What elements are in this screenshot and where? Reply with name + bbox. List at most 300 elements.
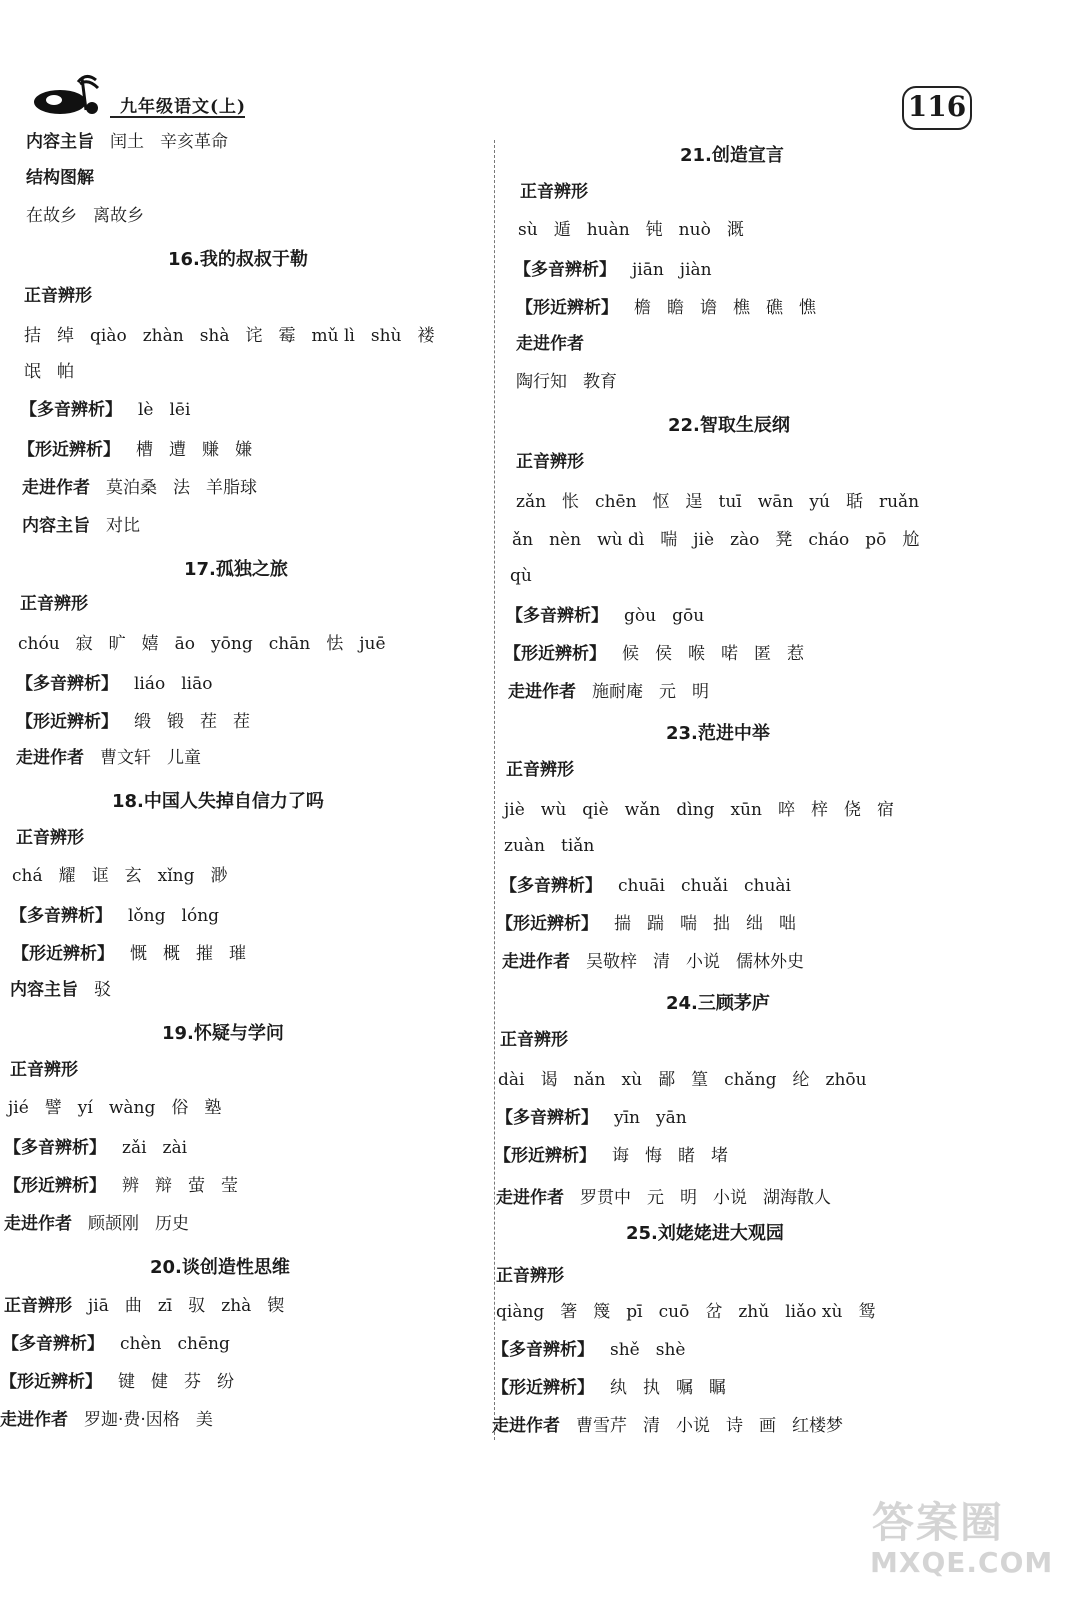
answer-item: 红楼梦 [792,1416,843,1436]
answer-item: 明 [692,682,709,702]
label-row [506,758,590,782]
section-label: 正音辨形 [16,828,84,848]
answer-item: sù [518,220,538,240]
answer-row [18,632,402,656]
answer-item: 曹文轩 [100,748,151,768]
answer-row [518,218,760,242]
answer-item: 历史 [155,1214,189,1234]
label-row [16,746,217,770]
answer-item: 莹 [221,1176,238,1196]
answer-item: zài [162,1138,188,1158]
section-label: 【 多音辨析 】 [2,1334,104,1354]
answer-item: 绰 [57,326,74,346]
answer-item: zǎi [122,1138,147,1158]
answer-item: cuō [658,1302,690,1322]
answer-item: 辩 [155,1176,172,1196]
answer-item: nèn [549,530,582,550]
answer-item: 尬 [902,530,920,550]
answer-item: 侯 [655,644,672,664]
answer-item: 闰土 [110,132,144,152]
label-row [492,1376,742,1400]
label-row [16,826,100,850]
answer-item: qiè [582,800,609,820]
book-logo-icon [30,70,110,120]
section-label: 【 形近辨析 】 [4,1176,106,1196]
answer-item: 罗迦·费·因格 [84,1410,180,1430]
answer-row [516,490,935,514]
answer-item: pī [626,1302,643,1322]
answer-item: chēn [595,492,637,512]
answer-item: 画 [759,1416,776,1436]
answer-item: 驳 [94,980,111,1000]
answer-item: 摧 [196,944,213,964]
answer-item: 宿 [876,800,894,820]
answer-item: 小说 [713,1188,747,1208]
answer-item: wān [757,492,794,512]
answer-row [510,564,548,588]
section-label: 结构图解 [26,168,94,188]
answer-item: 逞 [685,492,703,512]
answer-item: wù [540,800,567,820]
label-row [508,680,725,704]
answer-item: 喘 [680,914,697,934]
lesson-title: 23.范进中举 [666,723,770,744]
label-row [496,912,812,936]
section-label: 【 形近辨析 】 [16,712,118,732]
answer-item: 辨 [122,1176,139,1196]
answer-item: gòu [624,606,657,626]
section-label: 走进作者 [502,952,570,972]
label-row [504,642,820,666]
label-row [492,1338,701,1362]
answer-item: 箸 [560,1302,578,1322]
label-row [20,398,206,422]
answer-item: 诓 [91,866,109,886]
answer-item: 遁 [553,220,571,240]
watermark-bottom: MXQE.COM [870,1546,1054,1579]
answer-item: zhàn [142,326,184,346]
answer-item: 鄙 [658,1070,676,1090]
answer-item: shà [199,326,230,346]
section-label: 【 多音辨析 】 [514,260,616,280]
answer-row [512,528,935,552]
answer-item: 篁 [691,1070,709,1090]
answer-row [8,1096,237,1120]
answer-item: 候 [622,644,639,664]
section-label: 走进作者 [496,1188,564,1208]
answer-item: 谒 [540,1070,558,1090]
answer-item: 对比 [106,516,140,536]
answer-item: 莫泊桑 [106,478,157,498]
answer-item: zào [730,530,760,550]
label-row [26,130,244,154]
section-label: 正音辨形 [496,1266,564,1286]
answer-item: yú [809,492,830,512]
answer-item: 凳 [775,530,793,550]
lesson-title: 17.孤独之旅 [184,559,288,580]
section-label: 【 形近辨析 】 [516,298,618,318]
label-row [516,332,600,356]
answer-item: wù dì [597,530,645,550]
answer-item: chuǎi [681,876,728,896]
answer-item: 惹 [787,644,804,664]
answer-item: 匿 [754,644,771,664]
section-label: 【 多音辨析 】 [506,606,608,626]
answer-item: 喏 [721,644,738,664]
answer-item: yīn [614,1108,640,1128]
answer-item: 鸳 [858,1302,876,1322]
answer-item: 怯 [326,634,344,654]
label-row [4,1212,205,1236]
answer-item: ruǎn [878,492,920,512]
answer-item: 帕 [57,362,74,382]
answer-item: lēi [169,400,191,420]
answer-item: 离故乡 [93,206,144,226]
answer-row [12,864,243,888]
answer-item: shù [370,326,402,346]
answer-item: shě [610,1340,640,1360]
answer-item: 槽 [136,440,153,460]
answer-item: 吴敬梓 [586,952,637,972]
answer-item: 纨 [610,1378,627,1398]
label-row [26,166,110,190]
label-row [514,258,728,282]
lesson-title: 25.刘姥姥进大观园 [626,1223,784,1244]
answer-item: 拮 [24,326,41,346]
answer-item: 羊脂球 [206,478,257,498]
answer-item: 罗贯中 [580,1188,631,1208]
section-label: 【 形近辨析 】 [18,440,120,460]
answer-item: 概 [163,944,180,964]
answer-item: zǎn [516,492,547,512]
section-label: 【 形近辨析 】 [12,944,114,964]
section-label: 内容主旨 [26,132,94,152]
answer-item: 清 [643,1416,660,1436]
answer-item: wàng [108,1098,156,1118]
answer-item: chèn [120,1334,162,1354]
answer-item: xūn [730,800,762,820]
answer-row [516,370,633,394]
answer-item: 绌 [746,914,763,934]
answer-item: 篾 [593,1302,611,1322]
section-label: 【 多音辨析 】 [492,1340,594,1360]
section-label: 【 多音辨析 】 [496,1108,598,1128]
answer-item: chān [268,634,311,654]
section-label: 正音辨形 [4,1296,72,1316]
label-row [4,1294,300,1318]
section-label: 正音辨形 [10,1060,78,1080]
answer-row [504,798,910,822]
section-label: 正音辨形 [506,760,574,780]
answer-item: āo [174,634,196,654]
answer-item: liāo [181,674,213,694]
answer-item: 塾 [204,1098,222,1118]
label-row [20,592,104,616]
answer-item: 喘 [660,530,678,550]
answer-item: 譬 [44,1098,62,1118]
header-underline [110,116,245,118]
answer-item: 顾颉刚 [88,1214,139,1234]
answer-item: chēng [177,1334,230,1354]
grade-title: 九年级语文(上) [120,97,247,117]
answer-item: 嫌 [235,440,252,460]
answer-item: 儒林外史 [736,952,804,972]
label-row [500,1028,584,1052]
answer-item: zhǔ [738,1302,770,1322]
page-header [30,70,500,120]
answer-row [498,1068,883,1092]
answer-item: wǎn [624,800,661,820]
label-row [10,978,127,1002]
answer-item: yí [77,1098,93,1118]
section-label: 走进作者 [22,478,90,498]
answer-item: 褛 [417,326,435,346]
answer-item: 曹雪芹 [576,1416,627,1436]
answer-item: tiǎn [561,836,595,856]
answer-item: lè [138,400,154,420]
label-row [12,942,262,966]
answer-item: 元 [647,1188,664,1208]
section-label: 正音辨形 [20,594,88,614]
section-label: 【 形近辨析 】 [494,1146,596,1166]
answer-item: chuài [744,876,791,896]
answer-item: 氓 [24,362,41,382]
answer-item: 施耐庵 [592,682,643,702]
section-label: 走进作者 [4,1214,72,1234]
answer-item: 键 [118,1372,135,1392]
answer-item: 美 [195,1410,213,1430]
answer-item: 小说 [686,952,720,972]
section-label: 内容主旨 [22,516,90,536]
answer-item: chá [12,866,43,886]
section-label: 【 多音辨析 】 [500,876,602,896]
answer-item: 玄 [124,866,142,886]
lesson-title: 22.智取生辰纲 [668,415,790,436]
label-row [0,1408,229,1432]
answer-item: huàn [586,220,630,240]
answer-item: 璀 [229,944,246,964]
answer-item: 啐 [777,800,795,820]
section-label: 【 多音辨析 】 [4,1138,106,1158]
answer-item: 樵 [733,298,750,318]
label-row [496,1106,703,1130]
section-label: 走进作者 [508,682,576,702]
answer-item: liáo [134,674,166,694]
label-row [0,1370,250,1394]
section-label: 【 形近辨析 】 [504,644,606,664]
answer-item: 健 [151,1372,168,1392]
answer-item: zhà [221,1296,252,1316]
label-row [492,1414,859,1438]
answer-item: ǎn [512,530,534,550]
answer-item: 耀 [58,866,76,886]
answer-item: 咄 [779,914,796,934]
answer-item: 茬 [200,712,217,732]
watermark [868,1490,1058,1590]
answer-item: 溉 [726,220,744,240]
answer-item: tuī [718,492,742,512]
answer-item: 湖海散人 [763,1188,831,1208]
label-row [24,284,108,308]
answer-item: 遭 [169,440,186,460]
answer-row [24,360,90,384]
answer-item: 瞻 [667,298,684,318]
answer-item: 儿童 [167,748,201,768]
answer-item: 诲 [612,1146,629,1166]
answer-item: shè [655,1340,686,1360]
answer-item: yōng [211,634,253,654]
answer-item: 清 [653,952,670,972]
answer-item: 拙 [713,914,730,934]
answer-item: 谵 [700,298,717,318]
label-row [2,1332,246,1356]
answer-item: jiè [504,800,525,820]
lesson-title: 21.创造宣言 [680,145,784,166]
section-label: 【 多音辨析 】 [16,674,118,694]
label-row [4,1174,254,1198]
answer-item: 教育 [583,372,617,392]
answer-item: 悔 [645,1146,662,1166]
answer-item: 檐 [634,298,651,318]
answer-item: 萤 [188,1176,205,1196]
label-row [496,1186,847,1210]
answer-item: 驭 [188,1296,206,1316]
answer-item: mǔ lì [311,326,355,346]
answer-item: 锻 [167,712,184,732]
answer-item: jiàn [679,260,712,280]
answer-item: 缎 [134,712,151,732]
answer-item: jiān [632,260,664,280]
answer-item: qiào [90,326,127,346]
answer-item: 曲 [124,1296,142,1316]
section-label: 【 形近辨析 】 [0,1372,102,1392]
answer-item: zī [157,1296,173,1316]
answer-item: 诗 [726,1416,743,1436]
answer-item: pō [865,530,887,550]
answer-item: qiàng [496,1302,545,1322]
answer-item: 慨 [130,944,147,964]
answer-item: qù [510,566,532,586]
answer-item: 辛亥革命 [160,132,228,152]
section-label: 正音辨形 [520,182,588,202]
lesson-title: 19.怀疑与学问 [162,1023,284,1044]
answer-item: 渺 [210,866,228,886]
lesson-title: 18.中国人失掉自信力了吗 [112,791,324,812]
label-row [10,1058,94,1082]
answer-item: 霉 [278,326,296,346]
answer-item: 怄 [652,492,670,512]
section-label: 【 多音辨析 】 [20,400,122,420]
lesson-title: 24.三顾茅庐 [666,993,770,1014]
answer-item: 礁 [766,298,783,318]
answer-item: jiè [693,530,715,550]
answer-item: 梓 [810,800,828,820]
answer-item: 揣 [614,914,631,934]
answer-item: lǒng [128,906,166,926]
answer-item: 怅 [562,492,580,512]
answer-item: jié [8,1098,29,1118]
label-row [516,450,600,474]
label-row [22,514,156,538]
answer-item: 执 [643,1378,660,1398]
label-row [506,604,720,628]
answer-item: nuò [678,220,711,240]
answer-item: 寂 [75,634,93,654]
answer-item: cháo [808,530,850,550]
section-label: 正音辨形 [500,1030,568,1050]
label-row [18,438,268,462]
answer-item: 岔 [705,1302,723,1322]
answer-item: 踹 [647,914,664,934]
answer-item: juē [359,634,386,654]
answer-item: 明 [680,1188,697,1208]
answer-item: liǎo xù [785,1302,843,1322]
answer-item: 赚 [202,440,219,460]
answer-item: gōu [672,606,705,626]
answer-item: yān [656,1108,687,1128]
answer-item: 憔 [799,298,816,318]
answer-item: dài [498,1070,525,1090]
answer-item: 小说 [676,1416,710,1436]
answer-item: 纶 [792,1070,810,1090]
section-label: 走进作者 [492,1416,560,1436]
answer-row [26,204,160,228]
answer-item: jiā [88,1296,109,1316]
answer-item: 喉 [688,644,705,664]
label-row [500,874,807,898]
label-row [520,180,604,204]
label-row [16,672,229,696]
page-number: 116 [902,86,972,130]
section-label: 内容主旨 [10,980,78,1000]
label-row [516,296,832,320]
answer-item: lóng [181,906,220,926]
answer-item: 俗 [171,1098,189,1118]
column-divider [494,140,495,1440]
answer-item: zhōu [825,1070,867,1090]
section-label: 正音辨形 [516,452,584,472]
answer-item: 元 [659,682,676,702]
label-row [496,1264,580,1288]
answer-item: chǎng [724,1070,777,1090]
label-row [10,904,235,928]
lesson-title: 16.我的叔叔于勒 [168,249,308,270]
label-row [16,710,266,734]
section-label: 【 形近辨析 】 [496,914,598,934]
answer-item: xǐng [157,866,195,886]
answer-row [496,1300,891,1324]
answer-item: dìng [676,800,715,820]
answer-item: nǎn [573,1070,606,1090]
answer-item: 茬 [233,712,250,732]
watermark-top: 答案圈 [872,1498,1005,1547]
answer-item: 堵 [711,1146,728,1166]
answer-item: 侥 [843,800,861,820]
answer-item: 旷 [108,634,126,654]
answer-item: 聒 [845,492,863,512]
section-label: 走进作者 [16,748,84,768]
answer-item: 在故乡 [26,206,77,226]
answer-item: chuāi [618,876,665,896]
answer-item: 睹 [678,1146,695,1166]
lesson-title: 20.谈创造性思维 [150,1257,290,1278]
answer-item: xù [621,1070,643,1090]
answer-item: 嬉 [141,634,159,654]
label-row [502,950,820,974]
answer-row [504,834,610,858]
answer-item: 瞩 [709,1378,726,1398]
section-label: 走进作者 [0,1410,68,1430]
